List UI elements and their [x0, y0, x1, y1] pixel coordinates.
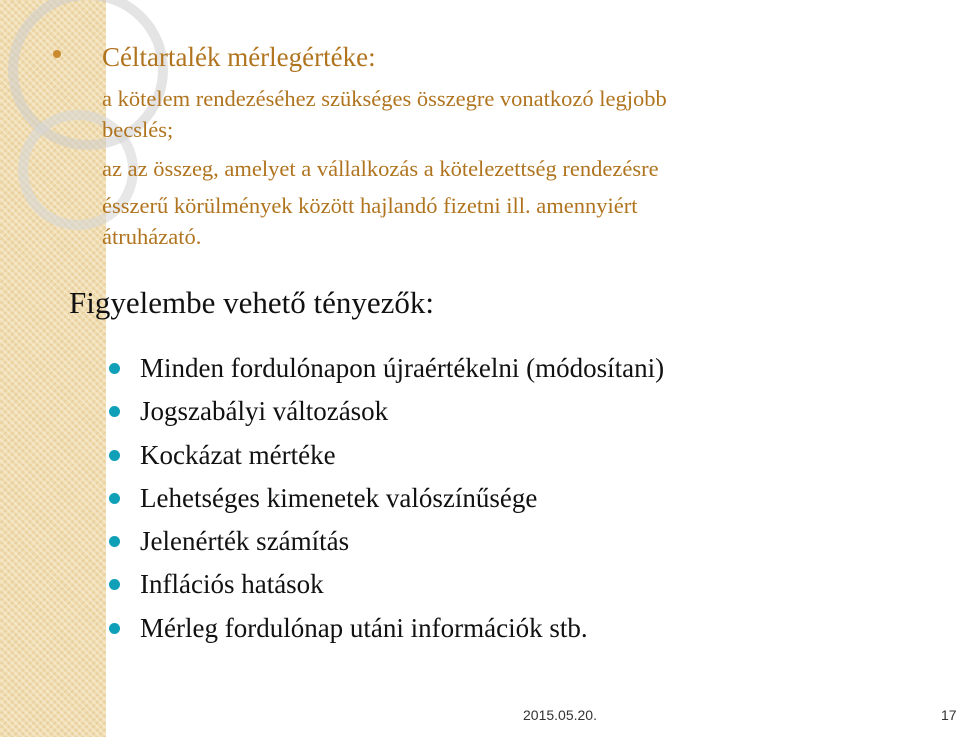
bullet-icon	[109, 623, 120, 634]
bullet-icon	[109, 493, 120, 504]
description-line: ésszerű körülmények között hajlandó fizetni ill. amennyiért	[102, 193, 638, 218]
footer-date: 2015.05.20.	[523, 707, 597, 723]
bullet-icon	[109, 579, 120, 590]
bullet-icon	[53, 50, 61, 58]
list-item-label: Minden fordulónapon újraértékelni (módosítani)	[140, 353, 665, 383]
factors-heading: Figyelembe vehető tényezők:	[69, 285, 434, 320]
list-item	[105, 437, 664, 480]
description-line: átruházató.	[102, 224, 202, 249]
factors-list	[105, 350, 664, 653]
bullet-icon	[109, 536, 120, 547]
list-item	[105, 350, 664, 393]
description-line: az az összeg, amelyet a vállalkozás a kötelezettség rendezésre	[102, 156, 659, 181]
list-item	[105, 480, 664, 523]
list-item-label: Jogszabályi változások	[140, 396, 389, 427]
list-item-label: Mérleg fordulónap utáni információk stb.	[140, 612, 588, 643]
description-line: a kötelem rendezéséhez szükséges összegre vonatkozó legjobb	[102, 86, 667, 111]
list-item-label: Inflációs hatások	[140, 569, 324, 600]
bullet-icon	[109, 450, 120, 461]
description-line: becslés;	[102, 117, 174, 142]
section-title: Céltartalék mérlegértéke:	[102, 42, 376, 72]
list-item	[105, 523, 664, 566]
bullet-icon	[109, 363, 120, 374]
list-item-label: Kockázat mértéke	[140, 439, 336, 470]
slide-number: 17	[941, 707, 957, 723]
list-item	[105, 610, 664, 653]
list-item-label: Jelenérték számítás	[140, 526, 350, 557]
list-item	[105, 393, 664, 436]
list-item	[105, 566, 664, 609]
list-item-label: Lehetséges kimenetek valószínűsége	[140, 482, 538, 513]
bullet-icon	[109, 406, 120, 417]
